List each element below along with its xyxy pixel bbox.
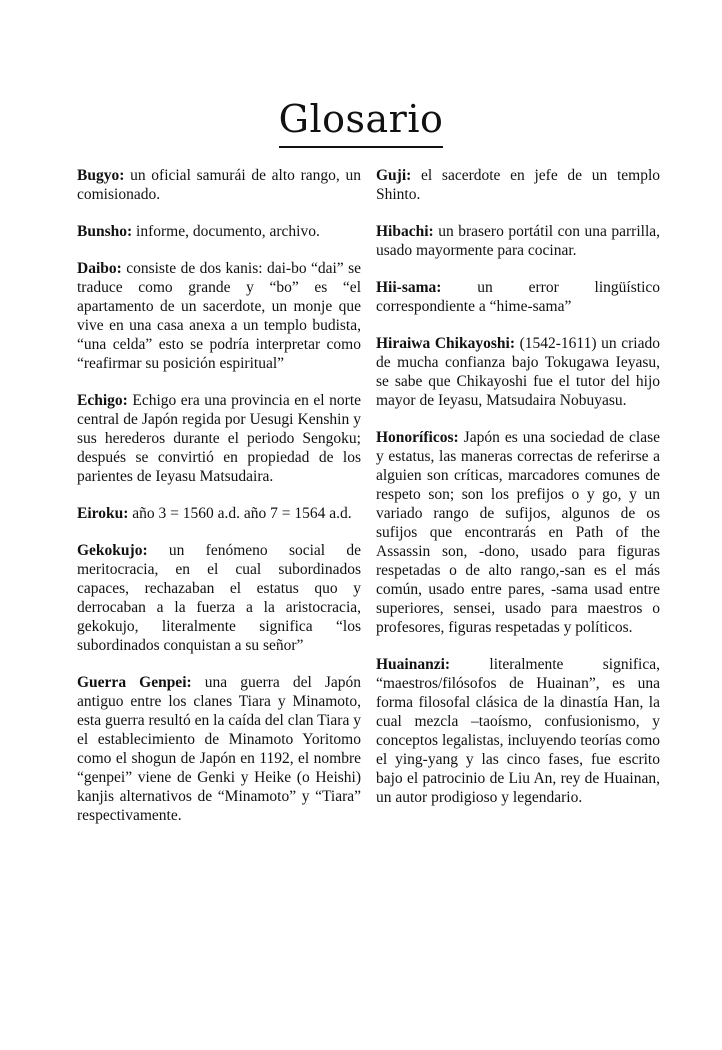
glossary-entry	[77, 673, 361, 825]
glossary-term: Bunsho:	[77, 223, 133, 240]
glossary-definition: informe, documento, archivo.	[136, 223, 320, 240]
glossary-definition: (1542-1611) un criado de mucha confianza bajo Tokugawa Ieyasu, se sabe que Chikayoshi fue el tutor del hijo mayor de Ieyasu, Matsudaira Nobuyasu.	[376, 335, 660, 409]
glossary-term: Huainanzi:	[376, 656, 451, 673]
glossary-entry	[376, 655, 660, 807]
glossary-definition: año 3 = 1560 a.d. año 7 = 1564 a.d.	[132, 505, 352, 522]
glossary-term: Eiroku:	[77, 505, 129, 522]
glossary-term: Hii-sama:	[376, 279, 442, 296]
glossary-definition: literalmente significa, “maestros/filósofos de Huainan”, es una forma filosofal clásica de la dinastía Han, la cual mezcla –taoísmo, confusionismo, y conceptos legalistas, incluyendo teorías como el ying-yang y las cinco fases, fue escrito bajo el patrocinio de Liu An, rey de Huainan, un autor prodigioso y legendario.	[376, 656, 660, 806]
page-title-text: Glosario	[279, 97, 444, 148]
glossary-term: Guerra Genpei:	[77, 674, 192, 691]
glossary-term: Hiraiwa Chikayoshi:	[376, 335, 515, 352]
glossary-term: Gekokujo:	[77, 542, 148, 559]
glossary-entry	[77, 222, 361, 241]
glossary-definition: un brasero portátil con una parrilla, usado mayormente para cocinar.	[376, 223, 660, 259]
glossary-term: Daibo:	[77, 260, 122, 277]
glossary-entry	[376, 278, 660, 316]
glossary-column-right	[376, 166, 660, 825]
glossary-entry	[376, 222, 660, 260]
glossary-definition: Japón es una sociedad de clase y estatus, las maneras correctas de referirse a alguien son críticas, marcadores comunes de respeto son; son los prefijos o y go, y un variado rango de sufijos, algunos de os sufijos que encontrarás en Path of the Assassin son, -dono, usado para figuras respetadas o de alto rango,-san es el más común, usado entre pares, -sama usad entre superiores, sensei, usado para maestros o profesores, figuras respetadas y políticos.	[376, 429, 660, 636]
glossary-entry	[77, 166, 361, 204]
glossary-column-left	[77, 166, 361, 843]
glossary-definition: un oficial samurái de alto rango, un comisionado.	[77, 167, 361, 203]
glossary-term: Bugyo:	[77, 167, 125, 184]
glossary-term: Hibachi:	[376, 223, 434, 240]
glossary-definition: consiste de dos kanis: dai-bo “dai” se traduce como grande y “bo” es “el apartamento de un sacerdote, un monje que vive en una casa anexa a un templo budista, “una celda” esto se podría interpretar como “reafirmar su posición espiritual”	[77, 260, 362, 372]
glossary-entry	[77, 504, 361, 523]
glossary-definition: Echigo era una provincia en el norte central de Japón regida por Uesugi Kenshin y sus herederos durante el periodo Sengoku; después se convirtió en propiedad de los parientes de Ieyasu Matsudaira.	[77, 392, 362, 485]
glossary-term: Echigo:	[77, 392, 128, 409]
glossary-term: Guji:	[376, 167, 412, 184]
glossary-entry	[77, 541, 361, 655]
glossary-definition: el sacerdote en jefe de un templo Shinto.	[376, 167, 661, 203]
page-title	[0, 97, 722, 148]
glossary-entry	[376, 334, 660, 410]
glossary-entry	[376, 428, 660, 637]
glossary-definition: un fenómeno social de meritocracia, en el cual subordinados capaces, rechazaban el estatus quo y derrocaban a la fuerza a la aristocracia, gekokujo, literalmente significa “los subordinados conquistan a su señor”	[77, 542, 361, 654]
glossary-definition: un error lingüístico correspondiente a “hime-sama”	[376, 279, 661, 315]
glossary-definition: una guerra del Japón antiguo entre los clanes Tiara y Minamoto, esta guerra resultó en la caída del clan Tiara y el establecimiento de Minamoto Yoritomo como el shogun de Japón en 1192, el nombre “genpei” viene de Genki y Heike (o Heishi) kanjis alternativos de “Minamoto” y “Tiara” respectivamente.	[77, 674, 362, 824]
glossary-term: Honoríficos:	[376, 429, 459, 446]
glossary-entry	[77, 391, 361, 486]
glossary-entry	[376, 166, 660, 204]
glossary-entry	[77, 259, 361, 373]
